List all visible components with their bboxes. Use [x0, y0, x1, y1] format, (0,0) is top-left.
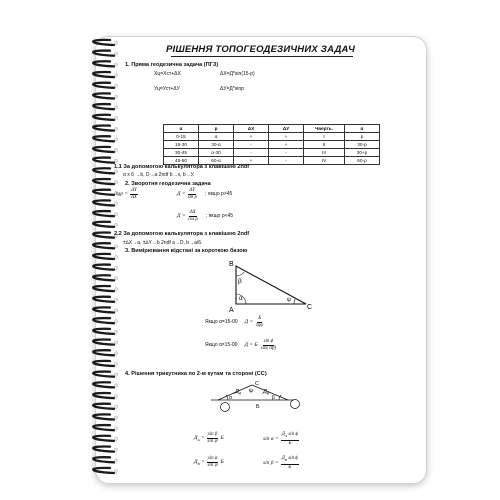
equation-tail: Б: [220, 435, 224, 442]
document-page: [113, 40, 408, 476]
table-cell: +: [234, 157, 269, 165]
spiral-coil: [93, 254, 114, 259]
table-cell: р: [345, 133, 380, 141]
fraction-numerator: ΔY: [189, 188, 196, 193]
formula-yc: Уц=Уст+ΔУ: [154, 86, 180, 92]
spiral-coil: [93, 232, 114, 237]
table-row: [164, 149, 380, 157]
section-2-2-heading: 2.2 За допомогою калькулятора з клавішею 2ndf: [114, 231, 250, 237]
side-da-label: $Д_A$: [235, 389, 242, 396]
fraction-denominator: Б: [288, 464, 292, 470]
formula-sine-fraction: [261, 339, 277, 351]
formula-short-base-1: [205, 316, 263, 328]
table-cell: 30-р: [345, 141, 380, 149]
fraction-denominator: Б: [288, 440, 292, 446]
table-cell: +: [269, 141, 304, 149]
section-1-1-keys: α х 6 →b, D→a 2ndf b→x, b→У.: [123, 172, 195, 178]
spiral-coil: [93, 72, 114, 77]
spiral-coil: [93, 222, 114, 227]
equation-lhs: sin β =: [263, 460, 279, 467]
point-a-marker: [221, 403, 230, 412]
fraction-denominator: sin ψ: [207, 438, 218, 444]
table-cell: III: [304, 149, 345, 157]
formula-tgp: [116, 188, 138, 200]
spiral-coil: [93, 414, 114, 419]
spiral-coil: [93, 275, 114, 280]
side-db-label: $Д_B$: [263, 389, 270, 396]
vertex-c-label: C: [307, 304, 313, 311]
fraction-denominator: sin ρ: [187, 194, 198, 200]
table-cell: -: [234, 149, 269, 157]
equation-fraction: [207, 456, 219, 468]
formula-d-lhs: Д =: [177, 191, 186, 198]
equation-fraction: [281, 432, 299, 446]
angle-beta-label: β: [272, 395, 275, 401]
table-cell: 60-α: [199, 157, 234, 165]
condition-alpha-eq: Якщо α=15-00: [205, 319, 238, 326]
fraction-denominator: sin( αβ): [260, 345, 277, 351]
title-underline: [171, 56, 353, 57]
angle-alpha-label: α: [239, 296, 243, 302]
table-cell: 60-р: [345, 157, 380, 165]
base-label: Б: [256, 404, 260, 410]
table-header: р: [199, 125, 234, 133]
fraction-numerator: Б: [258, 316, 262, 321]
spiral-coil: [93, 168, 114, 173]
fraction-numerator: $Д_B$ sin ϕ: [281, 456, 299, 465]
short-base-triangle: [218, 256, 333, 316]
vertex-a-label: A: [229, 307, 234, 314]
spiral-coil: [93, 339, 114, 344]
section-1-heading: 1. Пряма геодезична задача (ПГЗ): [125, 62, 219, 68]
spiral-coil: [93, 83, 114, 88]
angle-beta-arc: [236, 272, 244, 276]
spiral-coil: [93, 265, 114, 270]
two-angle-triangle: [211, 378, 321, 422]
table-cell: 45-60: [164, 157, 199, 165]
angle-beta-label: β: [238, 278, 242, 285]
formula-tgp-fraction: [130, 188, 138, 200]
fraction-denominator: sin ψ: [207, 462, 218, 468]
table-cell: 0-15: [164, 133, 199, 141]
table-cell: IV: [304, 157, 345, 165]
spiral-coil: [93, 115, 114, 120]
spiral-coil: [93, 350, 114, 355]
table-header-row: [164, 125, 380, 133]
formula-short-base-2: [205, 339, 276, 351]
spiral-coil: [93, 104, 114, 109]
spiral-coil: [93, 61, 114, 66]
table-cell: -: [234, 141, 269, 149]
formula-d-lhs: Д = Б: [244, 342, 258, 349]
equation-sin-beta: [263, 456, 299, 470]
table-cell: 15-30: [164, 141, 199, 149]
fraction-numerator: sin α: [207, 456, 218, 461]
fraction-numerator: ΔX: [189, 210, 196, 215]
section-3-heading: 3. Вимірювання відстані за короткою базою: [125, 248, 248, 254]
table-header: ΔХ: [234, 125, 269, 133]
section-1-1-heading: 1.1 За допомогою калькулятора з клавішею 2ndf: [114, 164, 250, 170]
spiral-coil: [93, 446, 114, 451]
table-cell: 30-45: [164, 149, 199, 157]
spiral-coil: [93, 147, 114, 152]
table-cell: +: [269, 133, 304, 141]
angle-b-arc: [279, 395, 281, 400]
fraction-numerator: sin ϕ: [263, 339, 274, 344]
spiral-coil: [93, 404, 114, 409]
table-cell: 30-α: [199, 141, 234, 149]
equation-da: [194, 432, 224, 444]
spiral-coil: [93, 211, 114, 216]
angle-psi-label: ψ: [249, 388, 253, 394]
spiral-coil: [93, 51, 114, 56]
equation-db: [194, 456, 224, 468]
table-row: [164, 141, 380, 149]
formula-dx: ΔХ=Д*sin(15-р): [220, 71, 255, 77]
fraction-denominator: cos ρ: [187, 216, 198, 222]
spiral-coil: [93, 457, 114, 462]
spiral-coil: [93, 243, 114, 248]
formula-dy: ΔУ=Д*sinр: [220, 86, 244, 92]
equation-tail: Б: [220, 459, 224, 466]
formula-d-sin-fraction: [188, 188, 198, 200]
formula-tgp-lhs: tgp =: [116, 191, 129, 198]
spiral-coil: [93, 361, 114, 366]
formula-d-cos-fraction: [188, 210, 198, 222]
spiral-coil: [93, 200, 114, 205]
side-db: [252, 385, 288, 400]
table-cell: α: [199, 133, 234, 141]
spiral-coil: [93, 425, 114, 430]
spiral-coil: [93, 307, 114, 312]
fraction-denominator: ΔX: [130, 194, 137, 200]
fraction-denominator: tgψ: [256, 322, 264, 328]
spiral-coil: [93, 382, 114, 387]
spiral-coil: [93, 468, 114, 473]
formula-d-cos: [177, 210, 233, 222]
equation-lhs: $Д_B$ =: [194, 458, 205, 466]
formula-tgpsi-fraction: [256, 316, 263, 328]
table-cell: II: [304, 141, 345, 149]
point-b-marker: [291, 400, 300, 409]
table-cell: 30+р: [345, 149, 380, 157]
spiral-coil: [93, 136, 114, 141]
equation-fraction: [281, 456, 299, 470]
table-cell: -: [269, 149, 304, 157]
quarter-table: [163, 124, 380, 165]
spiral-coil: [93, 158, 114, 163]
table-header: Чверть.: [304, 125, 345, 133]
condition-p-gt-45: ; якщо р>45: [205, 191, 233, 198]
table-cell: α-30: [199, 149, 234, 157]
spiral-coil: [93, 297, 114, 302]
angle-psi-label: ψ: [287, 297, 291, 303]
spiral-coil: [93, 329, 114, 334]
formula-d-lhs: Д =: [244, 319, 254, 326]
condition-p-lt-45: ; якщо р<45: [205, 213, 234, 220]
fraction-numerator: $Д_A$ sin ϕ: [281, 432, 299, 441]
spiral-coil: [93, 40, 114, 45]
table-header: α: [164, 125, 199, 133]
spiral-coil: [93, 393, 114, 398]
formula-d-sin: [177, 188, 232, 200]
formula-d-lhs: Д =: [177, 213, 186, 220]
page-title: РІШЕННЯ ТОПОГЕОДЕЗИЧНИХ ЗАДАЧ: [165, 44, 356, 55]
fraction-numerator: ΔY: [131, 188, 137, 193]
spiral-coil: [93, 93, 114, 98]
table-row: [164, 133, 380, 141]
table-header: ΔУ: [269, 125, 304, 133]
spiral-coil: [93, 318, 114, 323]
section-4-heading: 4. Рішення трикутника по 2-м кутам та стороні (СС): [125, 371, 267, 377]
vertex-c-label: C: [255, 381, 259, 387]
equation-lhs: $Д_A$ =: [194, 434, 205, 442]
spiral-coil: [93, 286, 114, 291]
spiral-coil: [93, 190, 114, 195]
spiral-coil: [93, 179, 114, 184]
table-cell: I: [304, 133, 345, 141]
equation-sin-alpha: [263, 432, 299, 446]
condition-alpha-neq: Якщо α≠15-00: [205, 342, 238, 349]
vertex-b-label: B: [229, 261, 234, 268]
angle-psi-arc: [294, 299, 295, 304]
table-cell: -: [269, 157, 304, 165]
spiral-coil: [93, 436, 114, 441]
equation-lhs: sin α =: [263, 436, 279, 443]
section-2-2-keys: ±∆X→a, ±∆Y→b 2ndf a→D, b→a/6.: [123, 240, 203, 246]
spiral-coil: [93, 125, 114, 130]
section-2-heading: 2. Зворотня геодезична задача: [125, 181, 211, 187]
table-header: α: [345, 125, 380, 133]
equation-fraction: [207, 432, 219, 444]
table-cell: +: [234, 133, 269, 141]
angle-alpha-label: α: [229, 395, 232, 401]
formula-xc: Хц=Хст+ΔХ: [154, 71, 181, 77]
spiral-coil: [93, 372, 114, 377]
fraction-numerator: sin β: [207, 432, 218, 437]
triangle-outline: [236, 266, 306, 304]
